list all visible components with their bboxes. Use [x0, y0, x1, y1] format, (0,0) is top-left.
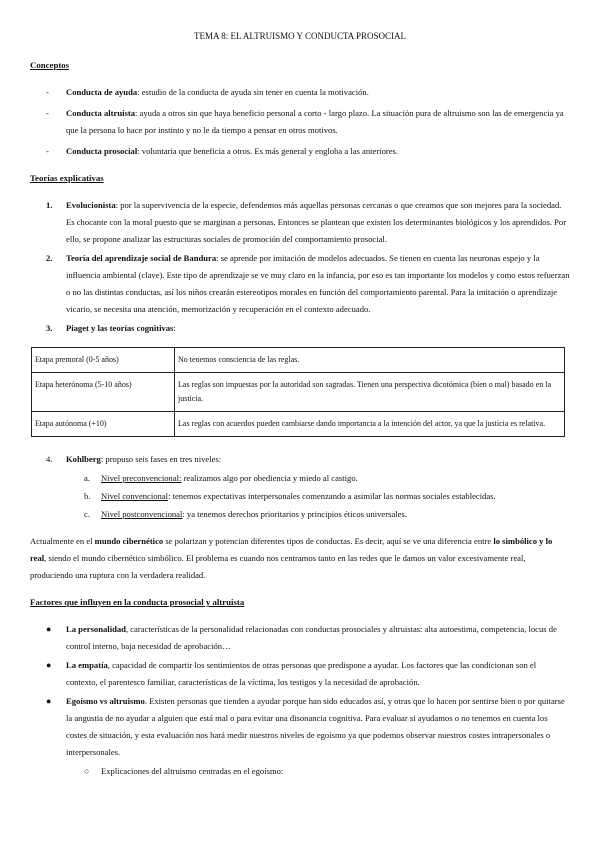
list-item	[30, 621, 570, 655]
level-name: Nivel postconvencional	[101, 509, 183, 519]
term: Evolucionista	[66, 200, 116, 210]
table-row	[32, 348, 565, 373]
list-letter: c.	[84, 509, 90, 519]
list-item	[30, 506, 570, 523]
list-number: 1.	[46, 200, 53, 210]
stage-cell: Etapa autónoma (+10)	[32, 412, 175, 437]
list-item	[30, 197, 570, 248]
term: La personalidad	[66, 624, 126, 634]
section-heading-teorias: Teorías explicativas	[30, 173, 104, 183]
dash-bullet: -	[46, 87, 49, 97]
dash-bullet: -	[46, 146, 49, 156]
text-run: , siendo el mundo cibernético simbólico. El problema es cuando nos centramos tanto en las redes que le damos un valor excesivamente real, produciendo una ruptura con la verdadera realidad.	[30, 553, 526, 580]
list-item	[30, 250, 570, 318]
definition: : por la supervivencia de la especie, defendemos más aquellas personas cercanas o que creamos que son mejores para la sociedad. Es chocante con la moral puesto que se marginan a personas. Entonces se plantean que existen los determinantes biológicos y los aprendidos. Por ello, se propone analizar las estructuras sociales de promoción del comportamiento prosocial.	[66, 200, 567, 244]
table-row	[32, 412, 565, 437]
list-number: 3.	[46, 323, 53, 333]
term: Conducta prosocial	[66, 146, 138, 156]
definition: : propuso seis fases en tres niveles:	[100, 454, 222, 464]
level-text: realizamos algo por obediencia y miedo al castigo.	[181, 473, 358, 483]
term: Conducta de ayuda	[66, 87, 138, 97]
bold-term: mundo cibernético	[94, 536, 164, 546]
list-number: 2.	[46, 253, 53, 263]
list-item	[30, 657, 570, 691]
stage-cell: Etapa premoral (0-5 años)	[32, 348, 175, 373]
stage-cell: Etapa heterónoma (5-10 años)	[32, 373, 175, 412]
list-item	[30, 488, 570, 505]
term: Egoísmo vs altruismo	[66, 696, 145, 706]
dash-bullet: -	[46, 108, 49, 118]
description-cell: Las reglas con acuerdos pueden cambiarse dando importancia a la intención del actor, ya que la justicia es relativa.	[175, 412, 565, 437]
bullet-dot-icon: ●	[46, 660, 52, 670]
list-letter: a.	[84, 473, 90, 483]
conceptos-list	[30, 84, 570, 160]
list-item	[30, 763, 570, 780]
bold-term: lo simbólico y lo real	[30, 536, 553, 563]
cybernetic-world-paragraph	[30, 533, 570, 584]
list-letter: b.	[84, 491, 91, 501]
list-item	[30, 320, 570, 337]
definition: : estudio de la conducta de ayuda sin tener en cuenta la motivación.	[137, 87, 369, 97]
list-item	[30, 143, 570, 160]
level-name: Nivel preconvencional:	[101, 473, 182, 483]
description-cell: No tenemos consciencia de las reglas.	[175, 348, 565, 373]
term: Piaget y las teorías cognitivas	[66, 323, 174, 333]
term: Kohlberg	[66, 454, 101, 464]
bullet-dot-icon: ●	[46, 696, 52, 706]
kohlberg-levels-list	[30, 470, 570, 523]
list-item	[30, 470, 570, 487]
text-run: se polarizan y potencian diferentes tipos de conductas. Es decir, aquí se ve una diferencia entre	[163, 536, 494, 546]
table-row	[32, 373, 565, 412]
sub-item-text: Explicaciones del altruismo centradas en el egoísmo:	[101, 766, 284, 776]
description-cell: Las reglas son impuestas por la autoridad son sagradas. Tienen una perspectiva dicotómica (bien o mal) basado en la justicia.	[175, 373, 565, 412]
definition: . Existen personas que tienden a ayudar porque han sido educados así, y otras que lo hacen por sentirse bien o por quitarse la angustia de no ayudar a alguien que está mal o para evitar una disonancia cognitiva. Para evaluar si ayudamos o no tenemos en cuenta los costes de situación, y esta evaluación nos hará medir nuestros niveles de egoísmo ya que podemos observar nuestros costes intrapersonales o interpersonales.	[66, 696, 565, 757]
definition: , características de la personalidad relacionadas con conductas prosociales y altruistas: alta autoestima, competencia, locus de control interno, baja necesidad de aprobación…	[66, 624, 557, 651]
list-number: 4.	[46, 454, 53, 464]
list-item	[30, 84, 570, 101]
text-run: Actualmente en el	[30, 536, 95, 546]
definition: : ayuda a otros sin que haya beneficio personal a corto - largo plazo. La situación pura de altruismo son las de emergencia ya que la persona lo hace por instinto y no le da tiempo a pensar en otros motivos.	[66, 108, 564, 135]
term: Conducta altruista	[66, 108, 135, 118]
definition: , capacidad de compartir los sentimientos de otras personas que predispone a ayudar. Los factores que las condicionan son el contexto, el parentesco familiar, características de la víctima, los testigos y la necesidad de aprobación.	[66, 660, 537, 687]
bullet-dot-icon: ●	[46, 624, 52, 634]
level-name: Nivel convencional	[101, 491, 169, 501]
kohlberg-item	[30, 451, 570, 468]
level-text: : tenemos expectativas interpersonales comenzando a asimilar las normas sociales establecidas.	[168, 491, 496, 501]
list-item	[30, 105, 570, 139]
term: Teoría del aprendizaje social de Bandura	[66, 253, 217, 263]
teorias-list	[30, 197, 570, 337]
level-text: : ya tenemos derechos prioritarios y principios éticos universales.	[182, 509, 407, 519]
definition: : voluntaria que beneficia a otros. Es más general y engloba a las anteriores.	[137, 146, 399, 156]
section-heading-conceptos: Conceptos	[30, 60, 70, 70]
list-item	[30, 693, 570, 761]
egoism-sublist	[30, 763, 570, 780]
piaget-stages-table	[31, 347, 565, 437]
bullet-circle-icon: ○	[84, 766, 90, 776]
definition: :	[173, 323, 176, 333]
section-heading-factores: Factores que influyen en la conducta prosocial y altruista	[30, 597, 245, 607]
document-title: TEMA 8: EL ALTRUISMO Y CONDUCTA PROSOCIAL	[194, 31, 406, 41]
factores-list	[30, 621, 570, 761]
term: La empatía	[66, 660, 108, 670]
definition: : se aprende por imitación de modelos adecuados. Se tienen en cuenta las neuronas espejo y la influencia ambiental (clave). Este tipo de aprendizaje se ve muy claro en la infancia, por eso es tan importante los modelos y como estos refuerzan o no las distintas conductas, así los niños crearán estereotipos morales en función del comportamiento parental. Para la imitación o aprendizaje vicario, se necesita una atención, memorización y recuperación en el contexto adecuado.	[66, 253, 570, 314]
